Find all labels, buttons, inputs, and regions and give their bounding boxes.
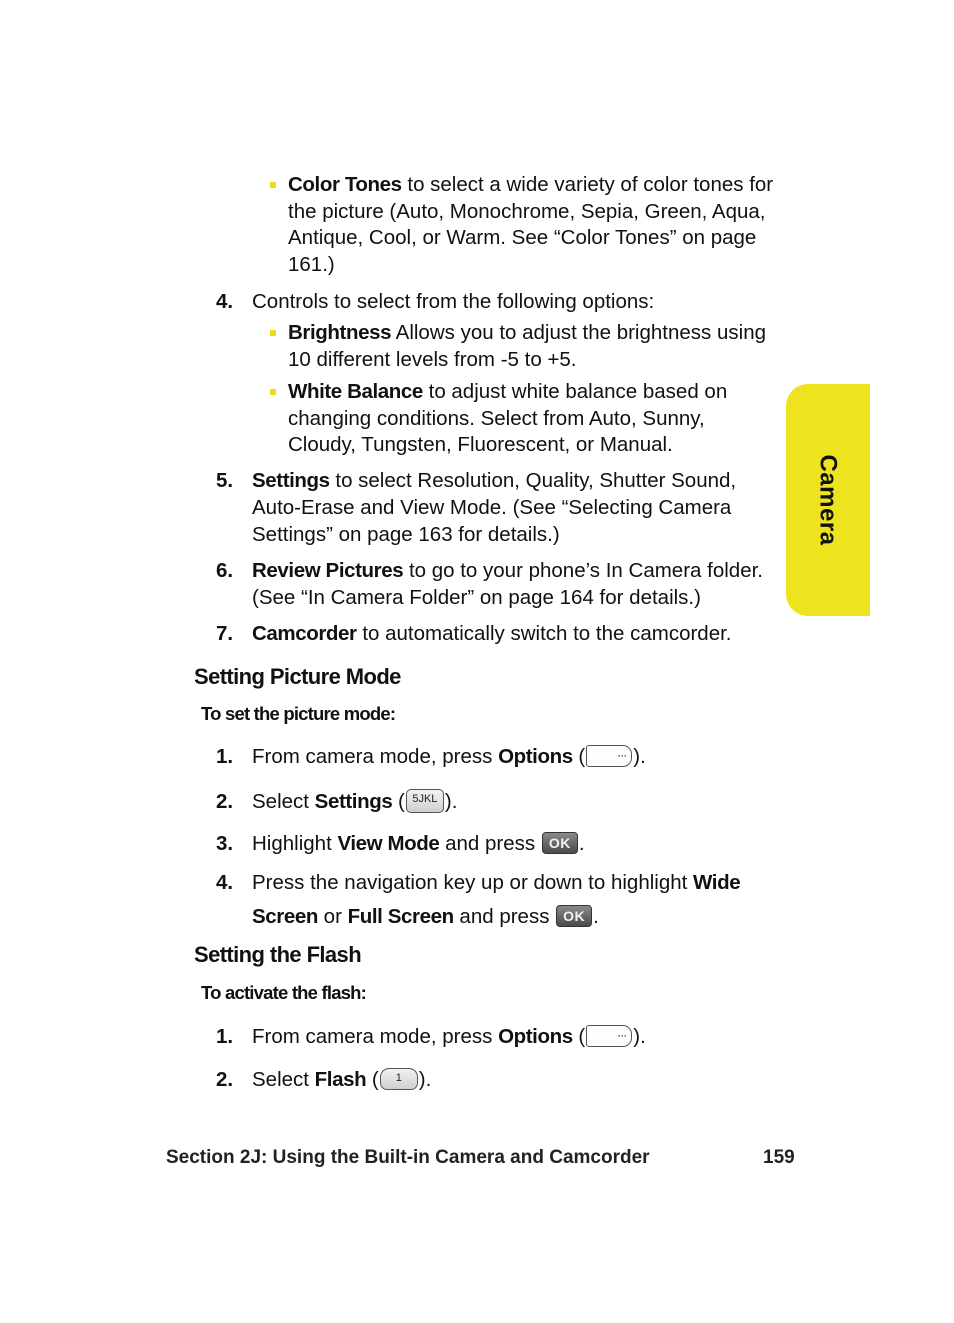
term-options: Options (498, 1025, 573, 1048)
key-1-icon: 1 (380, 1068, 418, 1090)
step-7-camcorder (216, 620, 776, 647)
paren-close: ). (633, 1025, 646, 1048)
paren-close: ). (633, 745, 646, 768)
picture-step-4 (216, 866, 776, 934)
subheading-activate-flash: To activate the flash: (201, 982, 367, 1003)
bullet-text: to adjust white balance based on changing conditions. Select from Auto, Sunny, Cloudy, Tungsten, Fluorescent, or Manual. (288, 380, 728, 457)
term-camcorder: Camcorder (252, 622, 357, 645)
heading-setting-the-flash: Setting the Flash (194, 942, 362, 967)
step-text: to go to your phone’s In Camera folder. (See “In Camera Folder” on page 164 for details.) (252, 559, 763, 609)
term-settings: Settings (252, 469, 330, 492)
step-4-controls (216, 288, 776, 315)
bullet-white-balance (288, 379, 778, 459)
step-number: 1. (216, 745, 234, 768)
step-number: 2. (216, 1068, 234, 1091)
step-text: Press the navigation key up or down to highlight (252, 871, 694, 894)
step-number: 6. (216, 559, 234, 582)
footer-page-number: 159 (763, 1147, 795, 1168)
subheading-set-picture-mode: To set the picture mode: (201, 703, 396, 724)
step-text: From camera mode, press (252, 1025, 499, 1048)
bullet-brightness (288, 320, 778, 373)
step-number: 3. (216, 832, 234, 855)
paren-open: ( (366, 1068, 379, 1091)
flash-step-1 (216, 1023, 776, 1050)
term-white-balance: White Balance (288, 380, 423, 403)
ok-key-icon: OK (556, 905, 592, 927)
period: . (578, 832, 585, 855)
footer-section-title: Section 2J: Using the Built-in Camera and Camcorder (166, 1147, 650, 1168)
step-number: 5. (216, 469, 234, 492)
paren-close: ). (418, 1068, 432, 1091)
bullet-text: to select a wide variety of color tones for the picture (Auto, Monochrome, Sepia, Green, Aqua, Antique, Cool, or Warm. See “Color Tones” on page 161.) (288, 173, 774, 277)
key-5-icon: 5JKL (406, 789, 444, 813)
step-text: and press (453, 905, 556, 928)
picture-step-1 (216, 743, 776, 770)
term-flash: Flash (314, 1068, 367, 1091)
options-softkey-icon: ··· (586, 1025, 632, 1047)
step-text: Select (252, 790, 315, 813)
ok-key-icon: OK (542, 832, 578, 854)
step-number: 1. (216, 1025, 234, 1048)
bullet-text: Allows you to adjust the brightness using 10 different levels from -5 to +5. (288, 321, 766, 371)
term-settings: Settings (314, 790, 393, 813)
term-color-tones: Color Tones (288, 173, 402, 196)
step-text: or (317, 905, 348, 928)
term-view-mode: View Mode (337, 832, 440, 855)
term-options: Options (498, 745, 573, 768)
step-number: 7. (216, 622, 234, 645)
step-number: 4. (216, 290, 234, 313)
section-side-tab (786, 384, 870, 616)
step-5-settings (216, 467, 776, 548)
term-wide-screen: Wide Screen (252, 871, 741, 928)
heading-setting-picture-mode: Setting Picture Mode (194, 664, 401, 689)
bullet-color-tones (288, 172, 778, 279)
step-text: Select (252, 1068, 315, 1091)
term-full-screen: Full Screen (347, 905, 454, 928)
step-text: Controls to select from the following options: (252, 290, 655, 313)
paren-open: ( (572, 1025, 586, 1048)
paren-open: ( (572, 745, 586, 768)
step-6-review-pictures (216, 557, 776, 611)
options-softkey-icon: ··· (586, 745, 632, 767)
paren-open: ( (392, 790, 405, 813)
step-text: to automatically switch to the camcorder. (356, 622, 732, 645)
flash-step-2 (216, 1066, 776, 1093)
step-text: to select Resolution, Quality, Shutter Sound, Auto-Erase and View Mode. (See “Selecting Camera Settings” on page 163 for details.) (252, 469, 737, 546)
step-text: and press (439, 832, 541, 855)
side-tab-label: Camera (815, 454, 842, 546)
step-number: 2. (216, 790, 234, 813)
term-brightness: Brightness (288, 321, 392, 344)
paren-close: ). (444, 790, 458, 813)
term-review-pictures: Review Pictures (252, 559, 404, 582)
picture-step-2 (216, 788, 776, 815)
picture-step-3 (216, 830, 776, 857)
step-text: Highlight (252, 832, 338, 855)
step-text: From camera mode, press (252, 745, 499, 768)
period: . (593, 905, 599, 928)
step-number: 4. (216, 871, 234, 894)
